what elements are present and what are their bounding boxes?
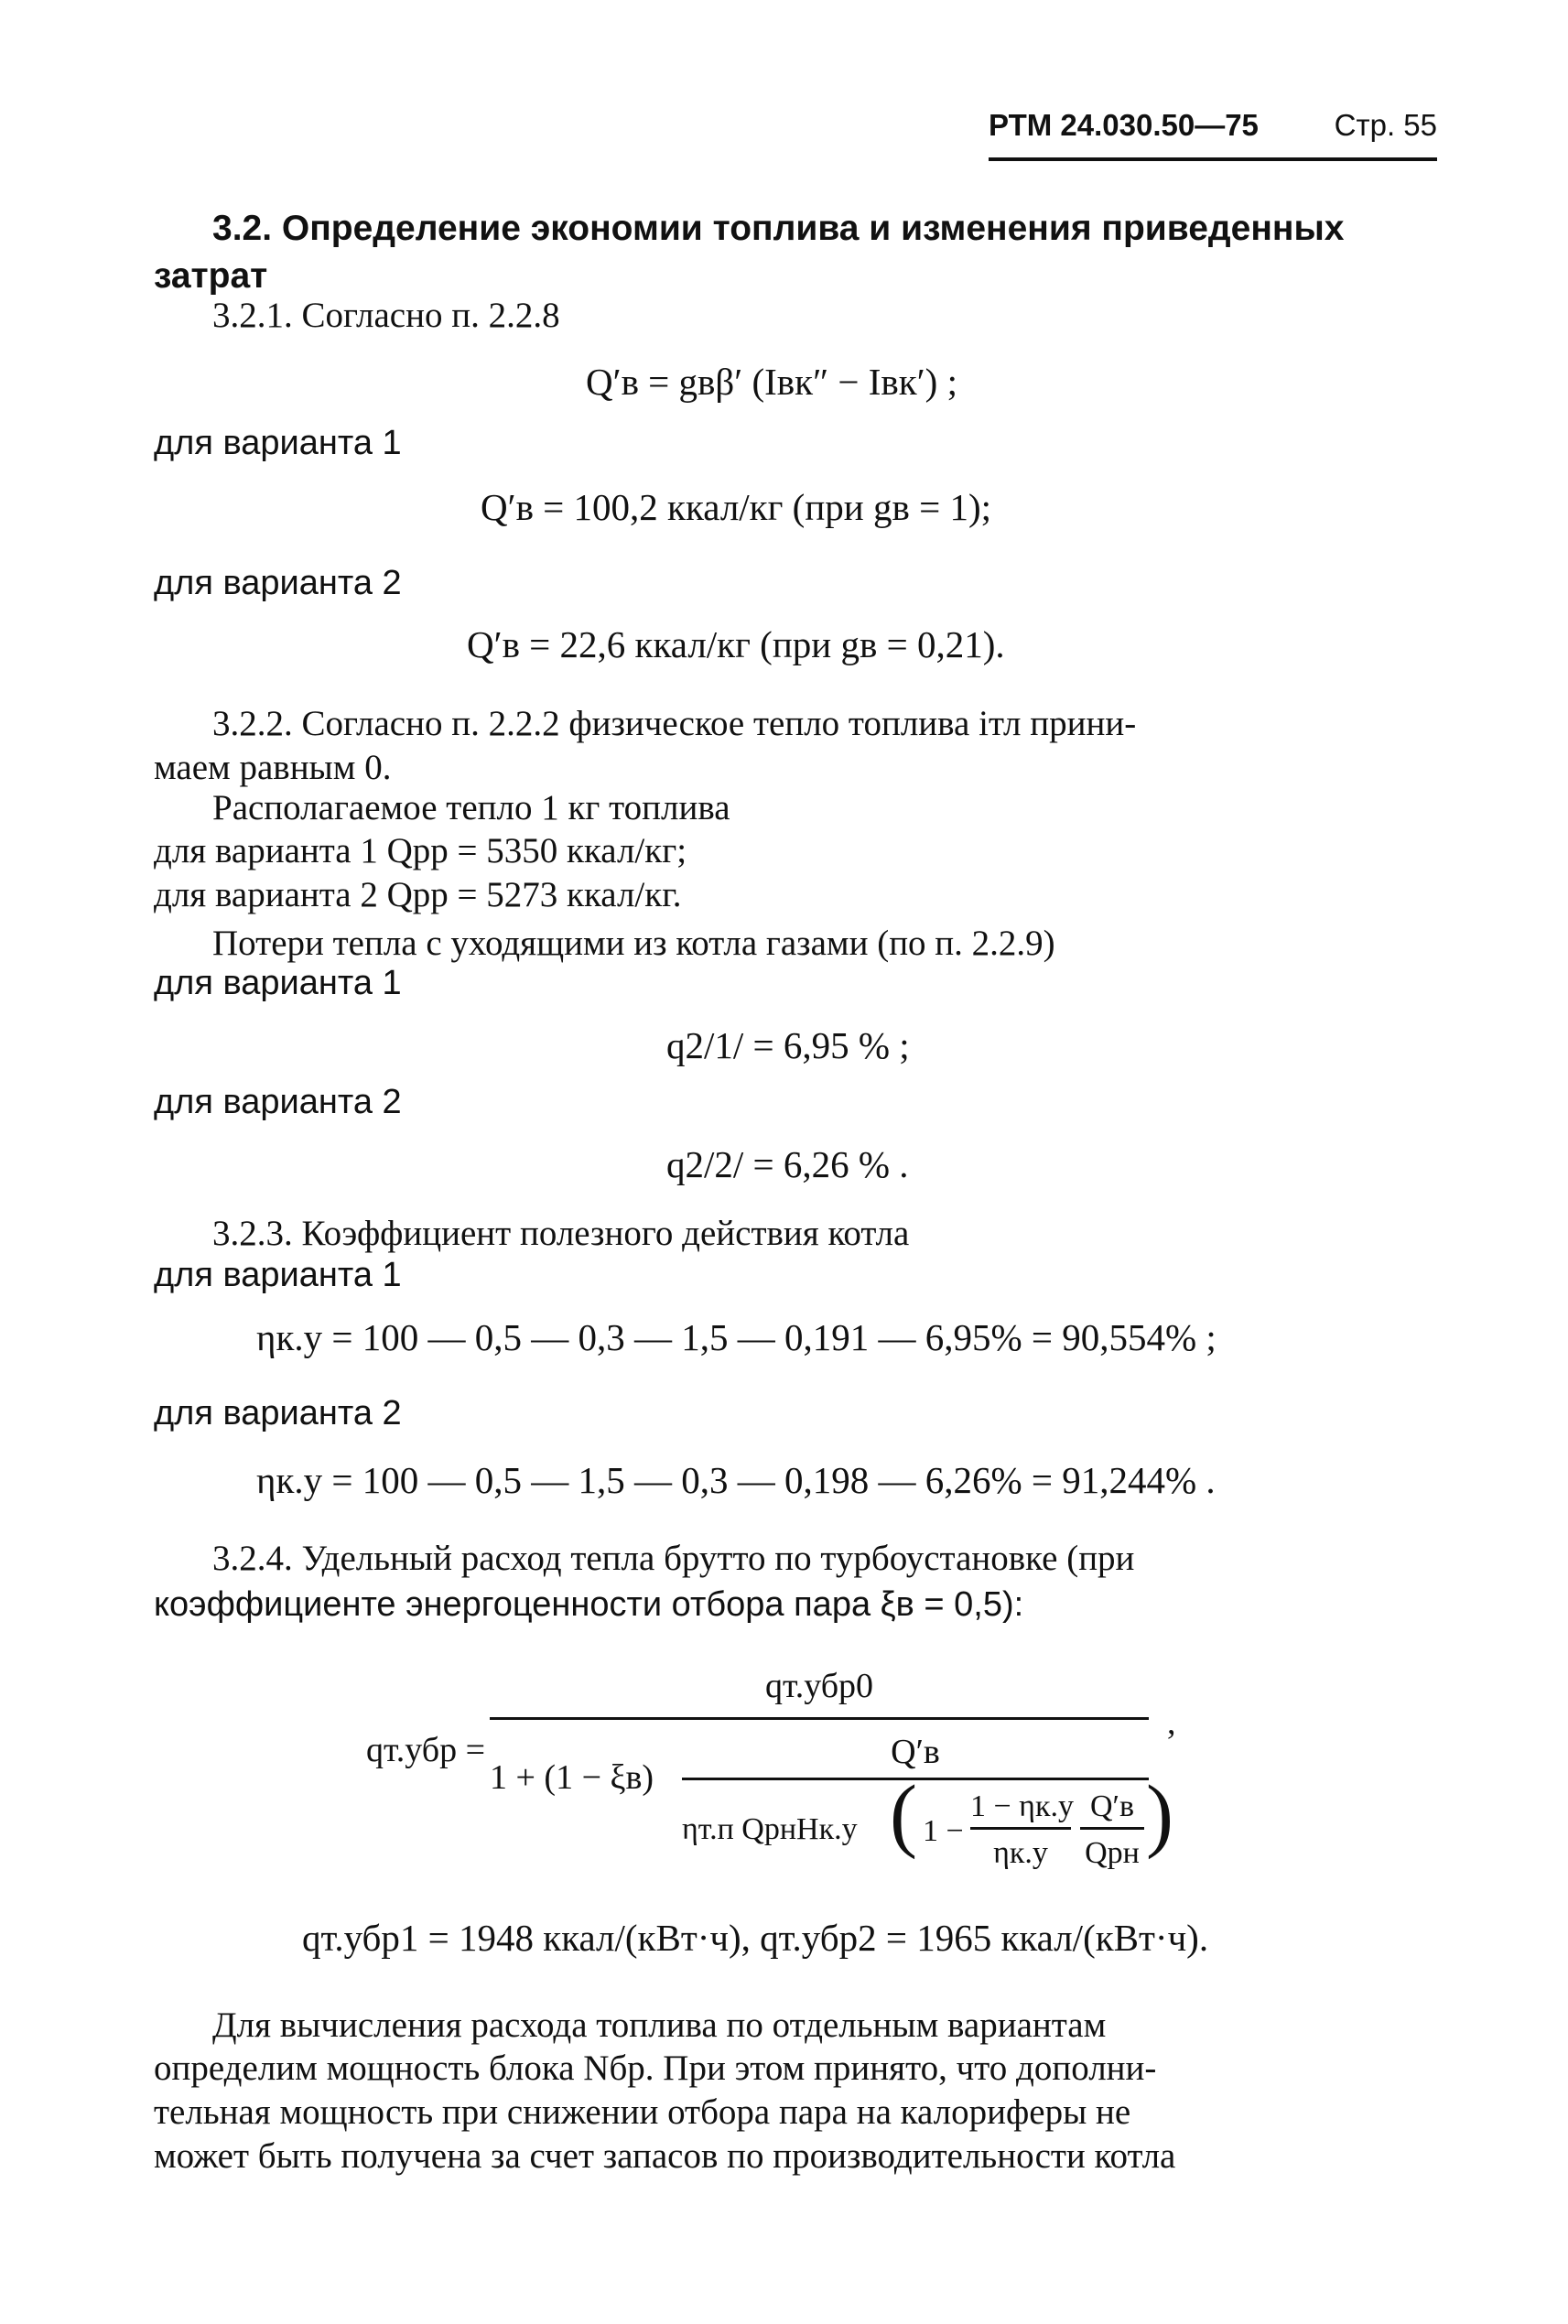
- gross-heat-rate-formula: [366, 1666, 1208, 1895]
- final-paragraph-line3: тельная мощность при снижении отбора пара на калориферы не: [154, 2092, 1131, 2132]
- formula-qv-variant1: Q′в = 100,2 ккал/кг (при gв = 1);: [481, 486, 991, 528]
- variant-2-label: для варианта 2: [154, 1083, 402, 1121]
- formula-qv-general: Q′в = gвβ′ (Iвк″ − Iвк′) ;: [586, 361, 957, 403]
- main-fraction-bar: [490, 1717, 1149, 1720]
- formula-q2-variant1: q2/1/ = 6,95 % ;: [666, 1024, 910, 1066]
- formula-lhs: qт.убр =: [366, 1731, 486, 1769]
- inner-denominator-prefix: ηт.п QрнΗк.у: [682, 1812, 858, 1846]
- variant-2-label: для варианта 2: [154, 564, 402, 602]
- formula-trailing-comma: ,: [1167, 1703, 1176, 1742]
- final-paragraph-line4: может быть получена за счет запасов по производительности котла: [154, 2136, 1176, 2176]
- heat-loss-line: Потери тепла с уходящими из котла газами (по п. 2.2.9): [212, 924, 1055, 963]
- paragraph-3-2-4-line1: 3.2.4. Удельный расход тепла брутто по турбоустановке (при: [212, 1539, 1135, 1578]
- paragraph-3-2-2-line1: 3.2.2. Согласно п. 2.2.2 физическое тепло топлива iтл прини-: [212, 704, 1137, 743]
- formula-denominator-prefix: 1 + (1 − ξв): [490, 1758, 654, 1797]
- paragraph-3-2-2-line2: маем равным 0.: [154, 748, 392, 787]
- formula-efficiency-variant2: ηк.у = 100 — 0,5 — 1,5 — 0,3 — 0,198 — 6,26% = 91,244% .: [256, 1459, 1216, 1501]
- variant-2-label: для варианта 2: [154, 1394, 402, 1432]
- inner-frac1-bar: [970, 1827, 1071, 1830]
- final-paragraph-line2: определим мощность блока Nбр. При этом принято, что дополни-: [154, 2048, 1157, 2088]
- inner-frac2-bar: [1080, 1827, 1144, 1830]
- available-heat-variant1: для варианта 1 Qрр = 5350 ккал/кг;: [154, 831, 687, 870]
- left-paren: (: [890, 1769, 917, 1860]
- section-title-line1: 3.2. Определение экономии топлива и изменения приведенных: [212, 209, 1345, 248]
- inner-numerator: Q′в: [891, 1733, 940, 1771]
- available-heat-variant2: для варианта 2 Qрр = 5273 ккал/кг.: [154, 875, 682, 914]
- inner-frac2-denominator: Qрн: [1085, 1836, 1140, 1870]
- heat-rate-results: qт.убр1 = 1948 ккал/(кВт·ч), qт.убр2 = 1965 ккал/(кВт·ч).: [302, 1917, 1209, 1959]
- one-minus: 1 −: [923, 1814, 964, 1848]
- paragraph-3-2-4-line2: коэффициенте энергоценности отбора пара ξв = 0,5):: [154, 1585, 1024, 1624]
- paragraph-3-2-3: 3.2.3. Коэффициент полезного действия котла: [212, 1214, 910, 1253]
- variant-1-label: для варианта 1: [154, 424, 402, 462]
- inner-frac1-numerator: 1 − ηк.у: [970, 1789, 1074, 1823]
- formula-numerator: qт.убр0: [764, 1667, 874, 1705]
- inner-frac2-numerator: Q′в: [1089, 1789, 1135, 1823]
- available-heat-line: Располагаемое тепло 1 кг топлива: [212, 788, 730, 827]
- final-paragraph-line1: Для вычисления расхода топлива по отдельным вариантам: [212, 2005, 1107, 2045]
- formula-efficiency-variant1: ηк.у = 100 — 0,5 — 0,3 — 1,5 — 0,191 — 6,95% = 90,554% ;: [256, 1316, 1217, 1358]
- document-code: РТМ 24.030.50—75: [989, 108, 1259, 142]
- right-paren: ): [1146, 1769, 1173, 1860]
- paragraph-3-2-1: 3.2.1. Согласно п. 2.2.8: [212, 296, 560, 335]
- variant-1-label: для варианта 1: [154, 964, 402, 1002]
- inner-frac1-denominator: ηк.у: [993, 1836, 1048, 1870]
- formula-q2-variant2: q2/2/ = 6,26 % .: [666, 1143, 909, 1185]
- variant-1-label: для варианта 1: [154, 1256, 402, 1294]
- header-rule: [989, 157, 1437, 161]
- page-header: [989, 108, 1437, 163]
- formula-qv-variant2: Q′в = 22,6 ккал/кг (при gв = 0,21).: [467, 623, 1005, 665]
- page-number: Стр. 55: [1334, 108, 1437, 142]
- section-title-line2: затрат: [154, 256, 268, 296]
